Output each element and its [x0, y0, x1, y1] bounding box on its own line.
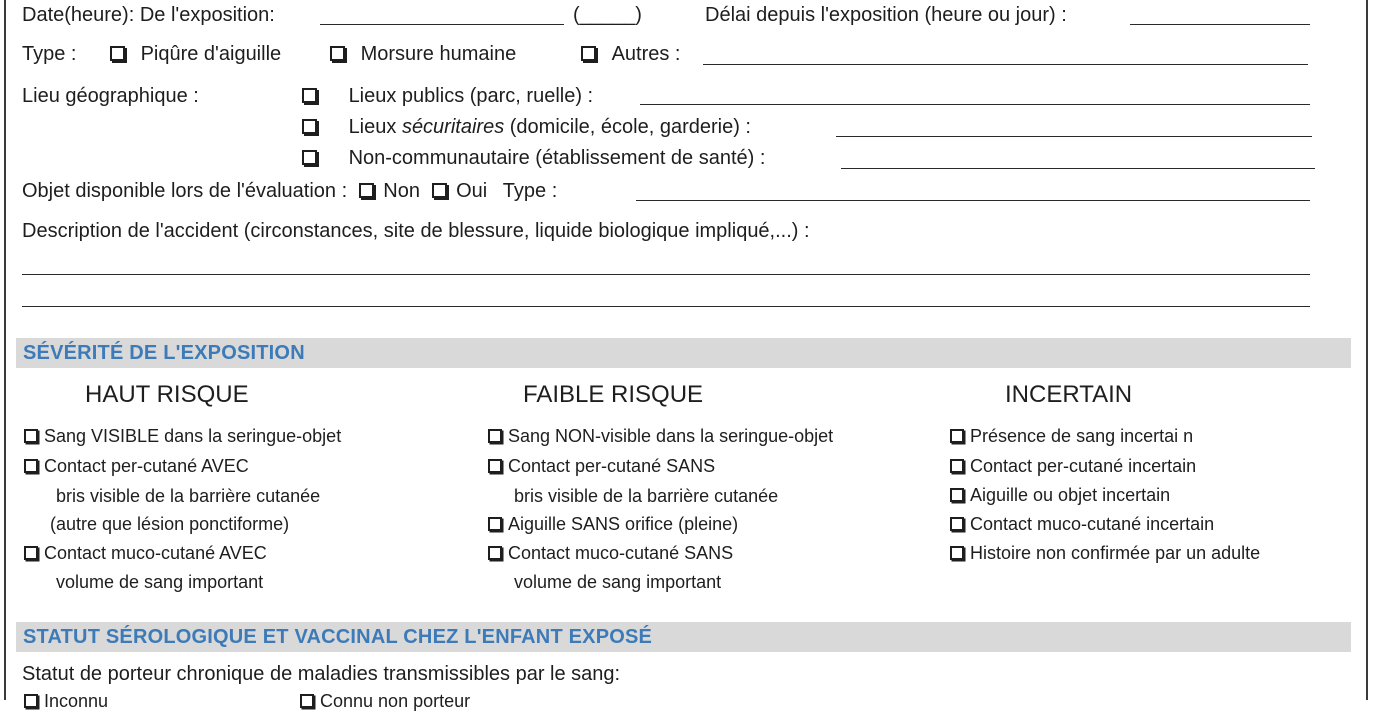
object-yes-label: Oui [456, 180, 488, 202]
low-risk-heading: FAIBLE RISQUE [523, 381, 704, 408]
item-label: Contact muco-cutané SANS [508, 543, 734, 563]
checkbox[interactable] [950, 517, 964, 531]
checkbox[interactable] [24, 694, 38, 708]
serology-option-unknown[interactable] [24, 690, 108, 712]
description-field-line-1[interactable] [22, 274, 1310, 275]
checkbox[interactable] [488, 517, 502, 531]
serology-carrier-label: Statut de porteur chronique de maladies transmissibles par le sang: [22, 663, 621, 685]
location-secure-field[interactable] [836, 136, 1312, 137]
checkbox[interactable] [581, 46, 596, 61]
object-type-label: Type : [502, 180, 558, 202]
item-label: Présence de sang incertai n [970, 426, 1194, 446]
serology-section-header [16, 622, 1351, 652]
severity-section-header [16, 338, 1351, 368]
description-field-line-2[interactable] [22, 306, 1310, 307]
checkbox[interactable] [950, 546, 964, 560]
checkbox[interactable] [24, 546, 38, 560]
item-label: Inconnu [44, 691, 109, 711]
checkbox[interactable] [302, 119, 317, 134]
serology-option-known-noncarrier[interactable] [300, 690, 470, 712]
checkbox[interactable] [950, 488, 964, 502]
location-public-label: Lieux publics (parc, ruelle) : [348, 85, 594, 107]
object-yes-checkbox[interactable] [432, 183, 447, 198]
location-secure[interactable] [302, 115, 751, 139]
form-border-right [1366, 0, 1368, 700]
item-label: Connu non porteur [320, 691, 471, 711]
low-risk-solid-needle[interactable] [488, 513, 738, 535]
type-option-needle[interactable] [110, 42, 281, 66]
checkbox[interactable] [488, 546, 502, 560]
exposure-date-field[interactable] [320, 24, 564, 25]
checkbox[interactable] [950, 459, 964, 473]
item-label: Contact per-cutané SANS [508, 456, 716, 476]
item-label: Contact muco-cutané incertain [970, 514, 1215, 534]
checkbox[interactable] [302, 88, 317, 103]
high-risk-heading: HAUT RISQUE [85, 381, 249, 408]
item-label: Sang NON-visible dans la seringue-objet [508, 426, 834, 446]
location-noncommunity[interactable] [302, 146, 765, 170]
object-row [22, 179, 557, 203]
low-risk-mucocutaneous[interactable] [488, 542, 733, 564]
object-label: Objet disponible lors de l'évaluation : [22, 180, 348, 202]
location-secure-suffix: (domicile, école, garderie) : [509, 116, 751, 138]
checkbox[interactable] [950, 429, 964, 443]
checkbox[interactable] [302, 150, 317, 165]
checkbox[interactable] [300, 694, 314, 708]
item-label: Histoire non confirmée par un adulte [970, 543, 1261, 563]
checkbox[interactable] [488, 459, 502, 473]
high-risk-percutaneous-cont-2: (autre que lésion ponctiforme) [50, 514, 290, 534]
item-label: Aiguille SANS orifice (pleine) [508, 514, 739, 534]
uncertain-percutaneous[interactable] [950, 455, 1196, 477]
type-option-bite[interactable] [330, 42, 516, 66]
exposure-delay-field[interactable] [1130, 24, 1310, 25]
location-secure-emphasis: sécuritaires [401, 116, 505, 138]
type-other-field[interactable] [703, 64, 1308, 65]
high-risk-mucocutaneous-cont: volume de sang important [56, 572, 264, 592]
object-type-field[interactable] [636, 200, 1310, 201]
location-noncommunity-label: Non-communautaire (établissement de santé) : [348, 147, 766, 169]
item-label: Contact per-cutané incertain [970, 456, 1197, 476]
type-label: Type : [22, 43, 77, 65]
location-noncommunity-field[interactable] [841, 168, 1315, 169]
object-no-checkbox[interactable] [359, 183, 374, 198]
description-label: Description de l'accident (circonstances, site de blessure, liquide biologique impliqué,...) : [22, 220, 810, 242]
object-no-label: Non [383, 180, 420, 202]
uncertain-blood-presence[interactable] [950, 425, 1193, 447]
location-secure-prefix: Lieux [348, 116, 397, 138]
exposure-date-label: Date(heure): De l'exposition: [22, 4, 275, 26]
exposure-delay-label: Délai depuis l'exposition (heure ou jour) : [705, 4, 1067, 26]
item-label: Contact muco-cutané AVEC [44, 543, 267, 563]
checkbox[interactable] [24, 459, 38, 473]
high-risk-visible-blood[interactable] [24, 425, 341, 447]
low-risk-percutaneous[interactable] [488, 455, 715, 477]
uncertain-heading: INCERTAIN [1005, 381, 1133, 408]
type-option-bite-label: Morsure humaine [360, 43, 517, 65]
form-border-left [4, 0, 6, 700]
low-risk-nonvisible-blood[interactable] [488, 425, 833, 447]
checkbox[interactable] [330, 46, 345, 61]
high-risk-percutaneous-cont-1: bris visible de la barrière cutanée [56, 486, 321, 506]
type-option-other-label: Autres : [611, 43, 681, 65]
exposure-hour-field[interactable]: (_____) [573, 4, 642, 26]
checkbox[interactable] [110, 46, 125, 61]
checkbox[interactable] [488, 429, 502, 443]
high-risk-percutaneous[interactable] [24, 455, 249, 477]
location-label: Lieu géographique : [22, 85, 199, 107]
item-label: Contact per-cutané AVEC [44, 456, 249, 476]
low-risk-mucocutaneous-cont: volume de sang important [514, 572, 722, 592]
type-option-other[interactable] [581, 42, 680, 66]
uncertain-unconfirmed-history[interactable] [950, 542, 1260, 564]
high-risk-mucocutaneous[interactable] [24, 542, 267, 564]
uncertain-mucocutaneous[interactable] [950, 513, 1214, 535]
severity-section-title: SÉVÉRITÉ DE L'EXPOSITION [23, 342, 305, 364]
item-label: Aiguille ou objet incertain [970, 485, 1171, 505]
item-label: Sang VISIBLE dans la seringue-objet [44, 426, 342, 446]
uncertain-needle-object[interactable] [950, 484, 1170, 506]
low-risk-percutaneous-cont: bris visible de la barrière cutanée [514, 486, 779, 506]
serology-section-title: STATUT SÉROLOGIQUE ET VACCINAL CHEZ L'ENFANT EXPOSÉ [23, 626, 653, 648]
location-public-field[interactable] [640, 104, 1310, 105]
type-option-needle-label: Piqûre d'aiguille [140, 43, 282, 65]
checkbox[interactable] [24, 429, 38, 443]
location-public[interactable] [302, 84, 593, 108]
